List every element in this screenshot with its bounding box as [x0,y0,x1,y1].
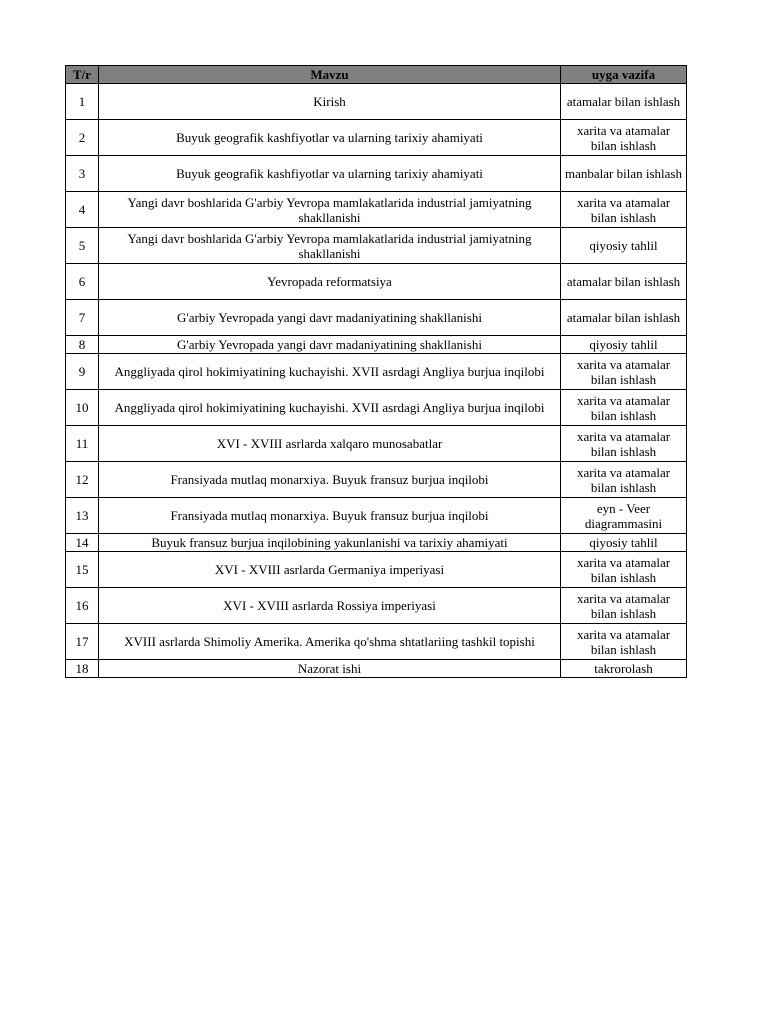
row-homework: xarita va atamalar bilan ishlash [561,624,687,660]
row-number: 12 [66,462,99,498]
row-homework: xarita va atamalar bilan ishlash [561,426,687,462]
row-number: 1 [66,84,99,120]
row-number: 7 [66,300,99,336]
row-topic: Anggliyada qirol hokimiyatining kuchayishi. XVII asrdagi Angliya burjua inqilobi [99,390,561,426]
row-topic: Yevropada reformatsiya [99,264,561,300]
table-row [66,390,687,426]
table-body [66,84,687,678]
table-row [66,84,687,120]
row-homework: xarita va atamalar bilan ishlash [561,192,687,228]
row-number: 14 [66,534,99,552]
row-topic: Nazorat ishi [99,660,561,678]
row-number: 15 [66,552,99,588]
table-row [66,336,687,354]
row-homework: eyn - Veer diagrammasini [561,498,687,534]
row-number: 8 [66,336,99,354]
row-topic: Anggliyada qirol hokimiyatining kuchayishi. XVII asrdagi Angliya burjua inqilobi [99,354,561,390]
row-homework: qiyosiy tahlil [561,534,687,552]
row-topic: Yangi davr boshlarida G'arbiy Yevropa mamlakatlarida industrial jamiyatning shakllanishi [99,192,561,228]
row-topic: Kirish [99,84,561,120]
row-homework: atamalar bilan ishlash [561,300,687,336]
table-row [66,426,687,462]
row-topic: XVI - XVIII asrlarda xalqaro munosabatlar [99,426,561,462]
table-row [66,264,687,300]
table-row [66,120,687,156]
header-number: T/r [66,66,99,84]
table-row [66,156,687,192]
row-number: 11 [66,426,99,462]
row-number: 6 [66,264,99,300]
row-topic: Buyuk fransuz burjua inqilobining yakunlanishi va tarixiy ahamiyati [99,534,561,552]
table-row [66,354,687,390]
row-homework: atamalar bilan ishlash [561,264,687,300]
row-topic: XVI - XVIII asrlarda Germaniya imperiyasi [99,552,561,588]
row-number: 2 [66,120,99,156]
row-homework: xarita va atamalar bilan ishlash [561,588,687,624]
row-homework: xarita va atamalar bilan ishlash [561,120,687,156]
row-number: 18 [66,660,99,678]
row-homework: takrorolash [561,660,687,678]
header-topic: Mavzu [99,66,561,84]
lesson-plan-table [65,65,687,678]
row-number: 9 [66,354,99,390]
table-row [66,588,687,624]
table-row [66,228,687,264]
row-topic: XVIII asrlarda Shimoliy Amerika. Amerika qo'shma shtatlariing tashkil topishi [99,624,561,660]
table-row [66,660,687,678]
row-homework: qiyosiy tahlil [561,228,687,264]
row-number: 3 [66,156,99,192]
row-number: 5 [66,228,99,264]
row-homework: xarita va atamalar bilan ishlash [561,462,687,498]
row-number: 16 [66,588,99,624]
table-row [66,552,687,588]
header-homework: uyga vazifa [561,66,687,84]
row-topic: XVI - XVIII asrlarda Rossiya imperiyasi [99,588,561,624]
row-homework: manbalar bilan ishlash [561,156,687,192]
row-homework: qiyosiy tahlil [561,336,687,354]
header-row [66,66,687,84]
row-topic: Buyuk geografik kashfiyotlar va ularning tarixiy ahamiyati [99,156,561,192]
row-number: 13 [66,498,99,534]
row-topic: Fransiyada mutlaq monarxiya. Buyuk fransuz burjua inqilobi [99,462,561,498]
table-row [66,462,687,498]
row-topic: G'arbiy Yevropada yangi davr madaniyatining shakllanishi [99,336,561,354]
row-homework: atamalar bilan ishlash [561,84,687,120]
row-topic: G'arbiy Yevropada yangi davr madaniyatining shakllanishi [99,300,561,336]
table-row [66,498,687,534]
row-homework: xarita va atamalar bilan ishlash [561,552,687,588]
table-row [66,192,687,228]
table-row [66,624,687,660]
table-row [66,300,687,336]
row-homework: xarita va atamalar bilan ishlash [561,390,687,426]
row-homework: xarita va atamalar bilan ishlash [561,354,687,390]
table-header [66,66,687,84]
row-number: 4 [66,192,99,228]
row-number: 17 [66,624,99,660]
table-row [66,534,687,552]
row-topic: Yangi davr boshlarida G'arbiy Yevropa mamlakatlarida industrial jamiyatning shakllanishi [99,228,561,264]
row-topic: Fransiyada mutlaq monarxiya. Buyuk fransuz burjua inqilobi [99,498,561,534]
row-topic: Buyuk geografik kashfiyotlar va ularning tarixiy ahamiyati [99,120,561,156]
row-number: 10 [66,390,99,426]
